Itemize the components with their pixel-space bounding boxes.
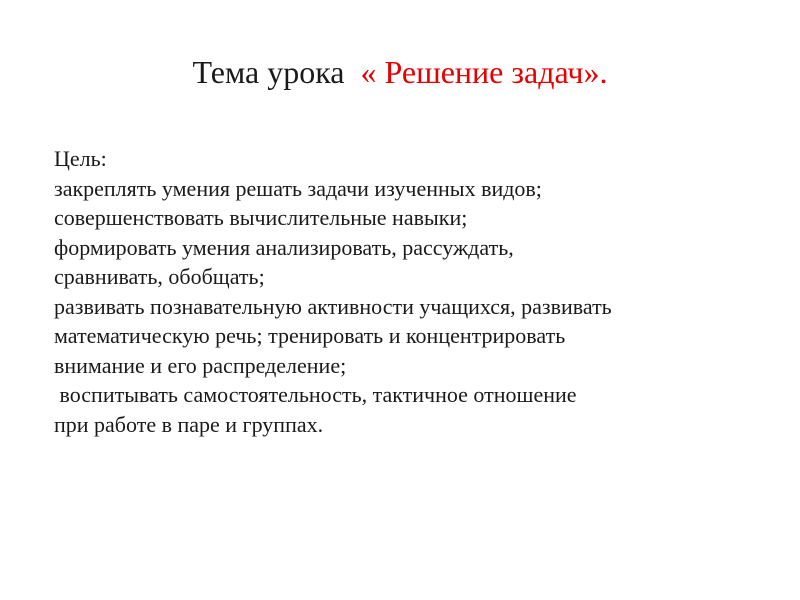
goal-line: внимание и его распределение; — [54, 352, 347, 378]
goal-line: при работе в паре и группах. — [54, 411, 324, 437]
lesson-goals — [54, 144, 774, 439]
goals-heading: Цель: — [54, 146, 107, 171]
goal-line: развивать познавательную активности учащихся, развивать — [54, 293, 612, 319]
goal-line: математическую речь; тренировать и концентрировать — [54, 323, 566, 348]
goal-line: формировать умения анализировать, рассуждать, — [54, 234, 514, 260]
goal-line: закреплять умения решать задачи изученных видов; — [54, 175, 542, 201]
goal-line: воспитывать самостоятельность, тактичное отношение — [54, 382, 577, 407]
goal-line: сравнивать, обобщать; — [54, 264, 265, 289]
slide-title — [0, 50, 800, 94]
title-prefix: Тема урока — [192, 54, 353, 90]
title-topic: « Решение задач». — [352, 54, 608, 90]
goal-line: совершенствовать вычислительные навыки; — [54, 205, 468, 230]
